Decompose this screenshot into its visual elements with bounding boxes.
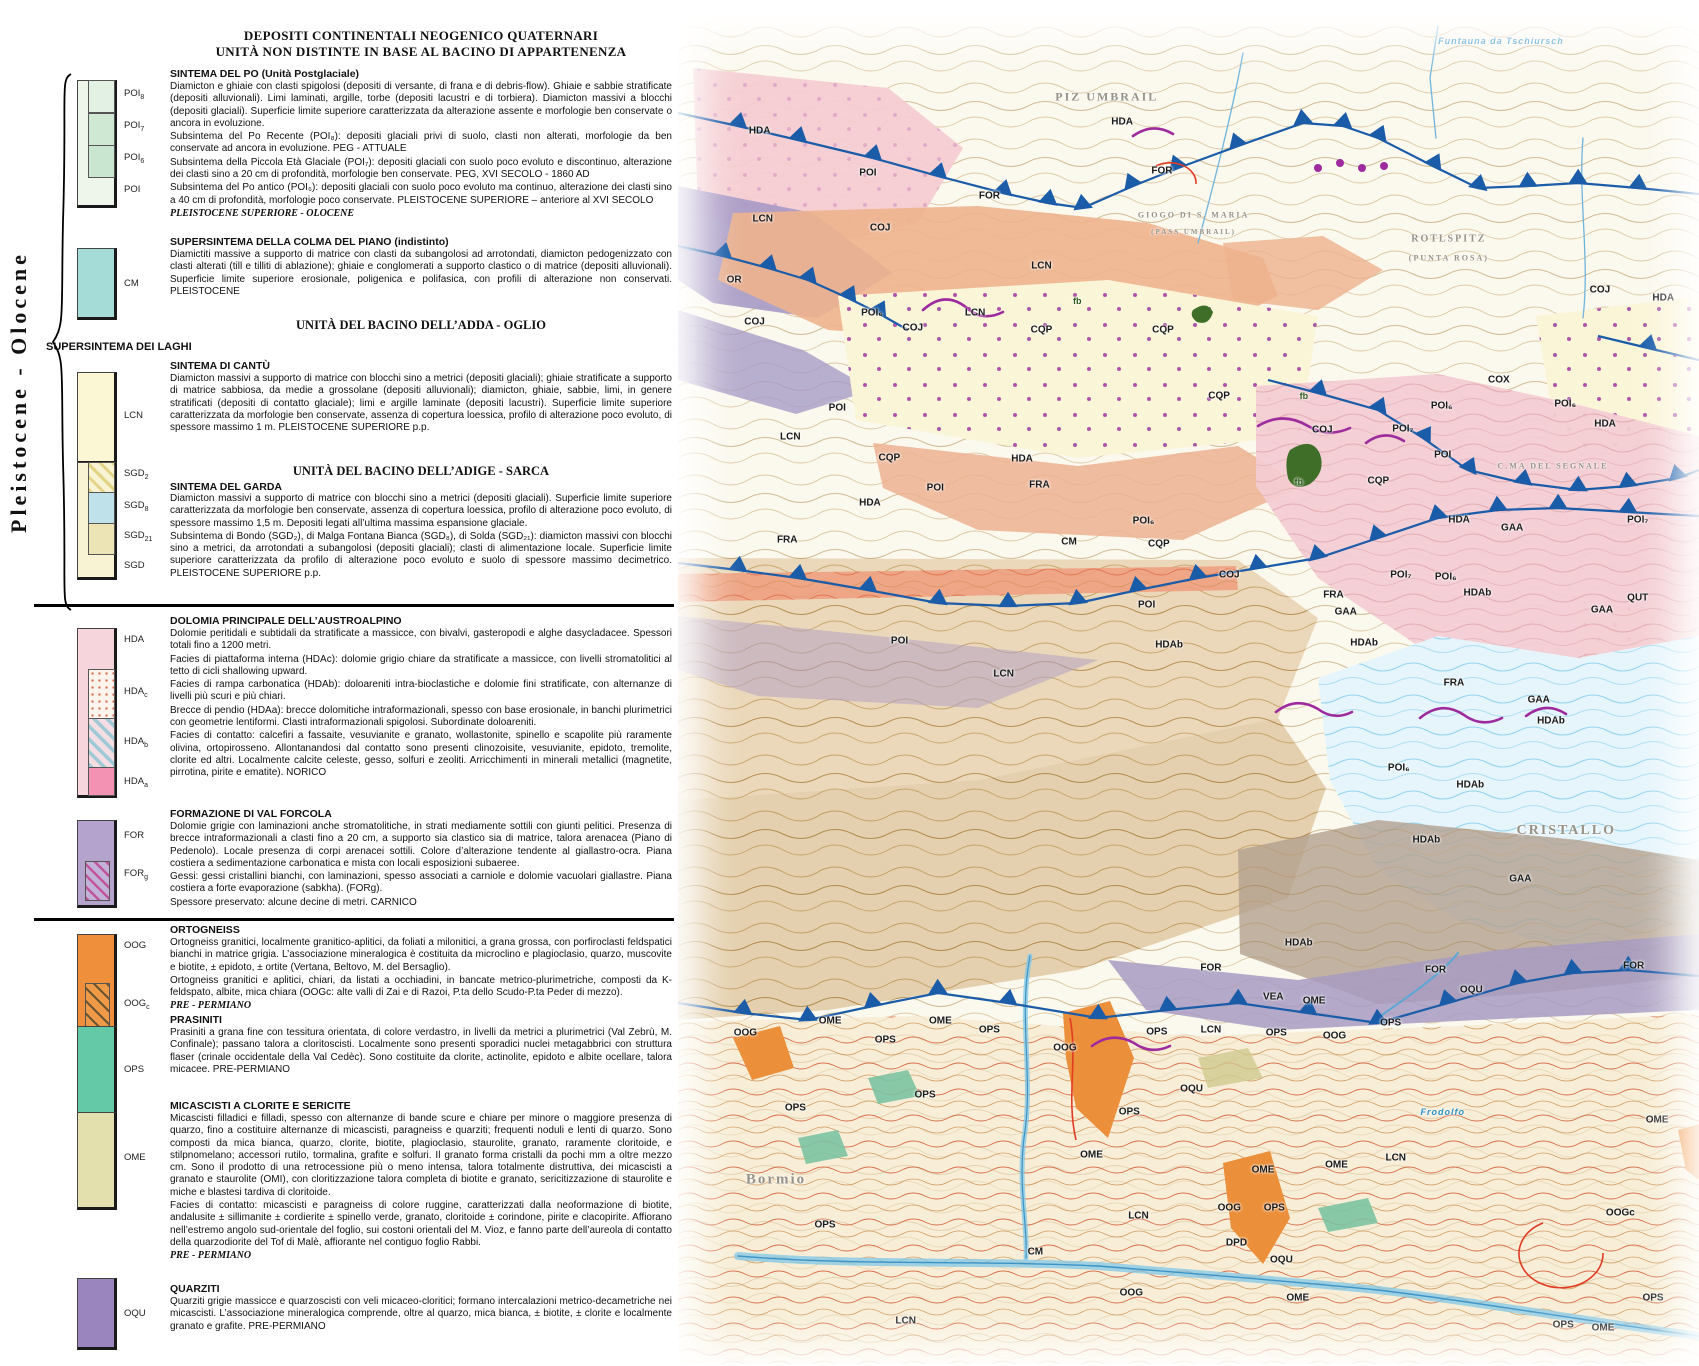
map-label: OOG — [1322, 1030, 1347, 1042]
map-labels — [678, 18, 1699, 1364]
map-label: FOR — [1151, 165, 1173, 177]
entry-title-sgd: SINTEMA DEL GARDA — [170, 481, 283, 493]
map-label: POI₆ — [861, 307, 883, 319]
code-poi: POI — [124, 184, 141, 195]
map-label: FOR — [1623, 960, 1645, 972]
map-label: CQP — [1030, 324, 1053, 336]
map-label: COJ — [1589, 284, 1611, 296]
map-label: POI₆ — [1430, 400, 1453, 412]
code-poi8: $POI_8$ — [124, 88, 145, 101]
swatch-ops — [77, 1026, 117, 1118]
code-oogc: $OOG_c$ — [124, 998, 150, 1011]
entry-title-oog: ORTOGNEISS — [170, 924, 240, 936]
map-label: OOG — [733, 1027, 758, 1039]
map-label: fb — [1294, 477, 1304, 488]
code-hdab: $HDA_b$ — [124, 736, 148, 749]
map-label: FOR — [1425, 964, 1447, 976]
swatch-for — [77, 820, 117, 908]
map-label: POI₆ — [1132, 515, 1155, 527]
section-header-adda: UNITÀ DEL BACINO DELL’ADDA - OGLIO — [296, 318, 546, 332]
code-ops: OPS — [124, 1064, 145, 1075]
map-label: OPS — [1380, 1017, 1402, 1029]
map-label: HDA — [1111, 116, 1133, 128]
map-label: fb — [1072, 295, 1082, 306]
map-label: LCN — [1031, 260, 1052, 272]
map-label: OPS — [784, 1102, 806, 1114]
swatch-cm — [77, 248, 117, 320]
map-label: LCN — [993, 668, 1014, 679]
map-label: HDA — [1594, 418, 1616, 430]
code-ome: OME — [124, 1152, 146, 1163]
map-label: CM — [1061, 536, 1077, 548]
map-label: CQP — [1152, 324, 1174, 336]
map-label: LCN — [1200, 1024, 1222, 1036]
code-hda: HDA — [124, 634, 145, 645]
map-label: OOG — [1217, 1202, 1241, 1214]
map-label: HDA — [859, 497, 881, 509]
map-label: PIZ UMBRAIL — [1055, 89, 1159, 104]
divider-for-basement — [34, 918, 674, 921]
swatch-ome — [77, 1112, 117, 1210]
map-label: CQP — [1367, 475, 1390, 487]
map-label: OOG — [1053, 1042, 1077, 1054]
map-label: GAA — [1509, 873, 1532, 885]
map-label: LCN — [895, 1315, 916, 1327]
map-label: HDAb — [1463, 587, 1492, 599]
entry-body-cm: Diamictiti massive a supporto di matrice con clasti da subangolosi ad arrotondati, diamicton pedogenizzato con clasti alterati (till e tilliti di ablazione); ghiaie e conglomerati a supporto clastico o di matrice (depositi alluvionali). Superficie limite superiore erosionale, poligenica e polifasica, con profili di alterazione non conservati. PLEISTOCENE — [170, 249, 672, 297]
entry-title-for: FORMAZIONE DI VAL FORCOLA — [170, 808, 332, 820]
entry-body-oog: Ortogneiss granitici, localmente granitico-aplitici, da foliati a milonitici, a grana grossa, con porfiroclasti feldspatici bianchi in matrice grigia. L’associazione mineralogica è costituita da microclino e plagioclasio, quarzo, muscovite e biotite, ± epidoto, ± ortite (Vertana, Beltovo, M. del Bersaglio). Ortogneiss granitici e aplitici, chiari, da listati a occhiadini, in bancate metrico-plurimetriche, composti da K-feldspato, albite, mica chiara (OOGc: alte valli di Zai e di Razoi, P.ta dello Scudo-P.ta Peder di mezzo). PRE - PERMIANO — [170, 937, 672, 1012]
map-label: OR — [726, 274, 742, 286]
map-label: POI₆ — [1554, 398, 1577, 410]
map-label: POI — [859, 167, 877, 179]
swatch-hda — [77, 628, 117, 798]
map-label: HDAb — [1537, 715, 1565, 727]
entry-title-po: SINTEMA DEL PO (Unità Postglaciale) — [170, 68, 360, 80]
map-label: OME — [818, 1015, 842, 1027]
map-label: OME — [1325, 1159, 1348, 1171]
map-label: OPS — [1263, 1202, 1285, 1214]
map-label: OPS — [914, 1089, 936, 1101]
map-label: HDA — [748, 125, 771, 137]
code-sgd8: $SGD_8$ — [124, 500, 149, 513]
map-label: GIOGO DI S. MARIA — [1137, 210, 1250, 220]
code-forg: $FOR_g$ — [124, 868, 148, 881]
map-label: COJ — [902, 322, 924, 334]
map-label: C.MA DEL SEGNALE — [1497, 461, 1609, 471]
map-label: POI₇ — [1627, 514, 1649, 526]
entry-title-ome: MICASCISTI A CLORITE E SERICITE — [170, 1100, 351, 1112]
map-label: OME — [1645, 1114, 1669, 1126]
map-label: LCN — [1128, 1210, 1149, 1222]
swatch-lcn — [77, 372, 117, 464]
map-label: OPS — [1118, 1106, 1140, 1118]
map-label: DPD — [1225, 1237, 1248, 1249]
code-oog: OOG — [124, 940, 147, 951]
map-label: HDA — [1448, 514, 1470, 526]
code-poi6: $POI_6$ — [124, 152, 145, 165]
map-label: POI₇ — [1392, 423, 1414, 435]
map-label: Frodolfo — [1420, 1107, 1465, 1118]
map-label: LCN — [780, 431, 801, 443]
map-label: QUT — [1627, 592, 1649, 604]
map-label: OME — [1302, 995, 1326, 1007]
map-label: OME — [1251, 1164, 1275, 1176]
map-label: POI₆ — [1387, 762, 1410, 774]
map-label: OPS — [814, 1219, 836, 1231]
map-label: COJ — [1219, 569, 1240, 581]
map-label: CQP — [1148, 538, 1170, 550]
map-label: FRA — [1443, 677, 1465, 689]
map-label: CRISTALLO — [1516, 822, 1616, 838]
map-label: GAA — [1501, 522, 1524, 534]
map-label: POI₆ — [1434, 571, 1457, 583]
code-sgd21: $SGD_{21}$ — [124, 530, 153, 543]
map-label: FRA — [1029, 479, 1050, 491]
entry-body-oqu: Quarziti grigie massicce e quarzoscisti con veli micaceo-cloritici; formano intercalazioni metrico-decametriche nei micascisti. L’associazione mineralogica comprende, oltre al quarzo, mica bianca, ± biotite, ± clorite e localmente granato e grafite. PRE-PERMIANO — [170, 1296, 672, 1332]
entry-title-lcn: SINTEMA DI CANTÙ — [170, 360, 270, 372]
map-label: FRA — [776, 534, 798, 546]
map-label: OQU — [1180, 1083, 1203, 1095]
map-label: ROTLSPITZ — [1411, 233, 1487, 245]
era-label: Pleistocene - Olocene — [6, 251, 31, 533]
map-label: CQP — [1208, 390, 1230, 402]
entry-body-po: Diamicton e ghiaie con clasti spigolosi (depositi di versante, di frana e di debris-flow). Ghiaie e sabbie stratificate (depositi alluvionali). Limi laminati, argille, torbe (depositi lacustri e di torbiera). Diamicton massivi a blocchi (depositi glaciali). Superficie limite superiore caratterizzata da alterazione assente e morfologie ben conservate o ancora in evoluzione. Subsintema del Po Recente (POI₈): depositi glaciali privi di suolo, clasti non alterati, morfologie da ben conservate ad ancora in evoluzione. PEG - ATTUALE Subsintema della Piccola Età Glaciale (POI₇): depositi glaciali con suolo poco evoluto e discontinuo, alterazione dei clasti sino a 20 cm di profondità, morfologie ben conservate. PEG, XVI SECOLO - 1860 AD Subsintema del Po antico (POI₆): depositi glaciali con suolo poco evoluto ma continuo, alterazione dei clasti sino a 40 cm di profondità, morfologie poco conservate. PLEISTOCENE SUPERIORE – anteriore al XVI SECOLO PLEISTOCENE SUPERIORE - OLOCENE — [170, 81, 672, 219]
entry-body-sgd: Diamicton massivi a supporto di matrice con blocchi sino a metrici (depositi glaciali). Superficie limite superiore caratterizzata da morfologie ben conservate, assenza di copertura loessica, profilo di alterazione poco evoluto, di spessore massimo 1,5 m. Depositi legati all’ultima massima espansione glaciale. Subsintema di Bondo (SGD₂), di Malga Fontana Bianca (SGD₈), di Solda (SGD₂₁): diamicton massivi con blocchi sino a metrici, da arrotondati a subangolosi (depositi glaciali); clasti di alimentazione locale. Superficie limite superiore caratterizzata da profilo di alterazione poco evoluto e suolo di spessore massimo decimetrico. PLEISTOCENE SUPERIORE p.p. — [170, 493, 672, 579]
code-hdaa: $HDA_a$ — [124, 776, 148, 789]
map-label: HDAb — [1155, 639, 1183, 651]
map-label: OPS — [978, 1024, 1000, 1036]
map-label: LCN — [1385, 1152, 1407, 1164]
entry-title-oqu: QUARZITI — [170, 1283, 220, 1295]
code-cm: CM — [124, 278, 139, 289]
map-label: COJ — [869, 222, 891, 234]
code-sgd2: $SGD_2$ — [124, 468, 149, 481]
entry-body-ome: Micascisti filladici e filladi, spesso con alternanze di bande scure e chiare per minore o maggiore presenza di quarzo, fino a costituire alternanze di micascisti, paragneiss e quarziti; frequenti noduli e lenti di quarzo. Sono composti da mica bianca, quarzo, clorite, biotite, plagioclasio, staurolite, granato, raramente cloritoide, e stilpnomelano; accessori rutilo, tormalina, grafite e solfuri. Il granato forma cristalli da pochi mm a oltre mezzo cm. Sono il prodotto di una retrocessione più o meno intensa, talora totalmente distruttiva, dei micascisti a granato e staurolite (OMI), con cloritizzazione talora completa di biotite e granato, sericitizzazione di staurolite e miche e blastesi tardiva di cloritoide. Facies di contatto: micascisti e paragneiss di colore ruggine, caratterizzati dalla neoformazione di biotite, andalusite ± sillimanite ± cordierite ± spinello verde, granato, cloritoide ± corindone, pirite e clacopirite. Affiorano nell’estremo angolo sud-orientale del foglio, sui costoni orientali del M. Vioz, e fanno parte dell’aureola di contatto della quarzodiorite del Tof di Malè, affiorante nel contiguo foglio Rabbi. PRE - PERMIANO — [170, 1113, 672, 1262]
map-label: OPS — [1146, 1026, 1168, 1038]
map-label: OME — [1080, 1149, 1103, 1161]
map-label: OPS — [1552, 1319, 1574, 1331]
divider-quaternary-bedrock — [34, 604, 674, 607]
map-label: VEA — [1262, 991, 1284, 1003]
map-label: HDA — [1011, 453, 1033, 465]
map-label: COX — [1488, 374, 1510, 386]
map-label: OME — [1591, 1322, 1615, 1334]
map-label: OPS — [874, 1034, 896, 1046]
entry-title-hda: DOLOMIA PRINCIPALE DELL’AUSTROALPINO — [170, 615, 402, 627]
map-label: POI — [890, 635, 909, 647]
swatch-oog — [77, 934, 117, 1036]
map-label: Bormio — [745, 1171, 807, 1188]
code-oqu: OQU — [124, 1308, 146, 1319]
map-label: COJ — [1311, 424, 1333, 436]
code-for: FOR — [124, 830, 145, 841]
map-label: LCN — [964, 307, 986, 319]
map-label: fb — [1299, 391, 1309, 402]
map-label: OQU — [1270, 1254, 1293, 1266]
geologic-map[interactable] — [678, 18, 1699, 1364]
map-label: (PASS UMBRAIL) — [1151, 228, 1237, 236]
map-label: OPS — [1642, 1292, 1664, 1304]
legend-panel — [0, 0, 678, 1366]
map-label: OOGc — [1605, 1207, 1635, 1219]
legend-title-line2: UNITÀ NON DISTINTE IN BASE AL BACINO DI APPARTENENZA — [215, 44, 627, 59]
legend-title-line1: DEPOSITI CONTINENTALI NEOGENICO QUATERNARI — [243, 28, 599, 43]
map-label: OPS — [1265, 1027, 1287, 1039]
map-label: GAA — [1527, 694, 1550, 706]
map-label: HDAb — [1350, 637, 1378, 649]
map-label: LCN — [752, 213, 774, 225]
map-label: POI — [1434, 449, 1452, 461]
swatch-sgd — [77, 462, 117, 580]
swatch-poi — [77, 80, 117, 208]
map-label: POI₇ — [1390, 569, 1412, 581]
code-sgd: SGD — [124, 560, 145, 571]
entry-body-hda: Dolomie peritidali e subtidali da stratificate a massicce, con bivalvi, gasteropodi e alghe dasycladacee. Spessori totali fino a 1200 metri. Facies di piattaforma interna (HDAc): dolomie grigio chiare da stratificate a massicce, con livelli stromatolitici al tetto di cicli shallowing upward. Facies di rampa carbonatica (HDAb): doloareniti intra-bioclastiche e dolomie fini stratificate, con alternanze di livelli più scuri e più chiari. Brecce di pendio (HDAa): brecce dolomitiche intraformazionali, spesso con base erosionale, in banchi plurimetrici con geometrie lentiformi. Clasti intraformazionali spigolosi. Subordinate doloareniti. Facies di contatto: calcefiri a fassaite, vesuvianite e granato, wollastonite, spinello e scapolite più raramente olivina, ortopirosseno. Allontanandosi dal contatto sono presenti clinozoisite, vesuvianite, epidoto, tremolite, clorite ed altri. Localmente calcite celeste, gesso, solfuri e zeoliti. Arricchimenti in minerali metallici (magnetite, pirrotina, pirite e ematite). NORICO — [170, 628, 672, 779]
entry-body-for: Dolomie grigie con laminazioni anche stromatolitiche, in strati mediamente sottili con giunti pelitici. Presenza di brecce intraformazionali a clasti fino a 20 cm, a supporto sia clastico sia di matrice, talora arenacea (Piano di Pedenolo). Locale presenza di corpi arenacei sottili. Colore d’alterazione tendente al giallastro-ocra. Piana costiera a sedimentazione carbonatica e mista con locali esposizioni subaeree. Gessi: gessi cristallini bianchi, con laminazioni, spesso associati a carniole e dolomie vacuolari giallastre. Piana costiera a forte evaporazione (sabkha). (FORg). Spessore preservato: alcune decine di metri. CARNICO — [170, 821, 672, 908]
supersintema-laghi: SUPERSINTEMA DEI LAGHI — [46, 341, 192, 353]
map-label: OQU — [1459, 984, 1483, 996]
map-label: HDAb — [1456, 779, 1485, 791]
map-label: OOG — [1119, 1287, 1143, 1299]
map-label: OME — [1286, 1292, 1310, 1304]
map-label: FRA — [1323, 589, 1344, 601]
map-label: OME — [929, 1015, 952, 1027]
entry-title-cm: SUPERSINTEMA DELLA COLMA DEL PIANO (indistinto) — [170, 236, 449, 248]
code-hdac: $HDA_c$ — [124, 686, 148, 699]
entry-body-lcn: Diamicton massivi a supporto di matrice con blocchi sino a metrici (depositi glaciali); ghiaie stratificate a supporto di matrice sabbiosa, da medie a grossolane (depositi alluvionali); diamicton, ghiaie, sabbie, limi, in genere stratificati (depositi di contatto glaciale); limi e argille laminate (depositi lacustri). Superficie limite superiore caratterizzata da morfologie ben conservate, assenza di copertura loessica, profilo di alterazione poco evoluto, di spessore massimo 1 m. PLEISTOCENE SUPERIORE p.p. — [170, 373, 672, 434]
map-label: FOR — [1200, 962, 1222, 974]
swatch-oqu — [77, 1278, 117, 1350]
entry-title-ops: PRASINITI — [170, 1014, 222, 1026]
map-label: HDAb — [1412, 834, 1441, 846]
map-label: HDA — [1652, 292, 1675, 304]
map-label: COJ — [744, 316, 765, 328]
map-label: CQP — [878, 452, 901, 464]
entry-body-ops: Prasiniti a grana fine con tessitura orientata, di colore verdastro, in livelli da metrici a plurimetrici (Val Zebrù, M. Confinale); passano talora a cloritoscisti. Localmente sono presenti sporadici nuclei metagabbrici con struttura flaser (crinale occidentale della Val Cedèc). Sono costituite da clorite, actinolite, epidoto e albite ocellare, talora micacee. PRE-PERMIANO — [170, 1027, 672, 1075]
map-label: (PUNTA ROSA) — [1408, 253, 1489, 263]
section-header-adige: UNITÀ DEL BACINO DELL’ADIGE - SARCA — [292, 464, 550, 478]
code-poi7: $POI_7$ — [124, 120, 145, 133]
map-label: POI — [828, 402, 846, 414]
map-label: Funtauna da Tschiursch — [1438, 35, 1564, 46]
map-label: GAA — [1334, 606, 1357, 618]
map-label: GAA — [1590, 604, 1614, 616]
map-label: HDAb — [1284, 937, 1313, 949]
map-label: CM — [1027, 1246, 1044, 1258]
code-lcn: LCN — [124, 410, 144, 421]
map-label: FOR — [978, 190, 1000, 202]
map-label: POI — [1138, 599, 1156, 611]
map-label: POI — [926, 482, 944, 494]
